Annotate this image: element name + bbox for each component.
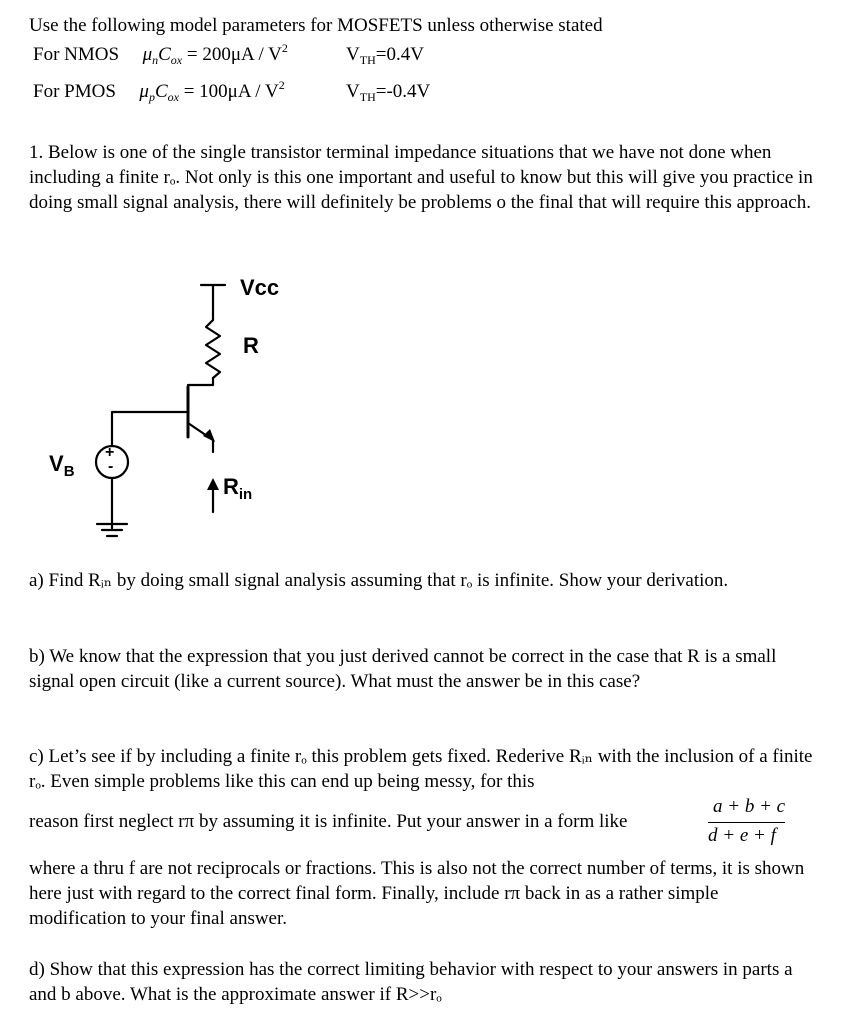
- nmos-label: For NMOS: [33, 44, 120, 65]
- part-b-text: b) We know that the expression that you just derived cannot be correct in the case that R is a small signal open circuit (like a current source). What must the answer be in this case?: [29, 646, 777, 692]
- nmos-vth-v: V: [346, 44, 360, 65]
- pmos-exp: 2: [278, 78, 285, 92]
- part-c-text-1: c) Let’s see if by including a finite rₒ this problem gets fixed. Rederive Rᵢₙ with the inclusion of a finite rₒ. Even simple problems like this can end up being messy, for this: [29, 746, 813, 792]
- pmos-c: C: [154, 81, 168, 102]
- nmos-mu-sub: n: [152, 53, 159, 67]
- pmos-mu: μ: [139, 81, 149, 102]
- nmos-vth-val: =0.4V: [375, 44, 424, 65]
- nmos-value: = 200μA / V: [186, 44, 282, 65]
- resistor-r: [206, 320, 220, 378]
- vb-main: V: [49, 451, 64, 476]
- rin-main: R: [223, 474, 239, 499]
- part-d-text: d) Show that this expression has the correct limiting behavior with respect to your answers in parts a and b above. What is the approximate answer if R>>rₒ: [29, 959, 793, 1005]
- source-minus-sign: -: [108, 458, 114, 475]
- fraction-numerator: a + b + c: [713, 796, 786, 817]
- source-plus-sign: +: [105, 444, 115, 461]
- rin-sub: in: [238, 486, 253, 503]
- fraction-denominator: d + e + f: [708, 825, 776, 846]
- problem-1-text: 1. Below is one of the single transistor terminal impedance situations that we have not done when including a finite rₒ. Not only is this one important and useful to know but this will give you practice in doing small signal analysis, there will definitely be problems o the final that will require this approach.: [29, 142, 813, 213]
- base-wire: [112, 412, 188, 446]
- fraction-bar: [708, 822, 785, 823]
- nmos-c: C: [158, 44, 171, 65]
- vcc-label: Vcc: [240, 275, 280, 300]
- nmos-c-sub: ox: [170, 53, 183, 67]
- pmos-vth-val: =-0.4V: [375, 81, 431, 102]
- rin-arrowhead: [207, 478, 219, 490]
- intro-text: Use the following model parameters for MOSFETS unless otherwise stated: [29, 15, 603, 36]
- vb-label: [49, 452, 75, 479]
- resistor-label: R: [243, 333, 259, 358]
- pmos-vth-v: V: [346, 81, 360, 102]
- part-c-text-2: reason first neglect rπ by assuming it is infinite. Put your answer in a form like: [29, 811, 628, 832]
- nmos-vth-sub: TH: [359, 53, 376, 67]
- pmos-c-sub: ox: [167, 90, 179, 104]
- nmos-mu: μ: [142, 44, 153, 65]
- part-a-text: a) Find Rᵢₙ by doing small signal analysis assuming that rₒ is infinite. Show your derivation.: [29, 570, 729, 591]
- pmos-mu-sub: p: [148, 90, 155, 104]
- pmos-vth-sub: TH: [359, 90, 376, 104]
- pmos-label: For PMOS: [33, 81, 116, 102]
- part-c-text-3: where a thru f are not reciprocals or fractions. This is also not the correct number of terms, it is shown here just with regard to the correct final form. Finally, include rπ back in as a rather simple modification to your final answer.: [29, 858, 805, 929]
- rin-label: [223, 475, 252, 502]
- vb-sub: B: [63, 463, 75, 480]
- pmos-value: = 100μA / V: [183, 81, 279, 102]
- emitter-arrowhead: [203, 429, 215, 442]
- collector-wire: [188, 378, 213, 405]
- nmos-exp: 2: [281, 41, 288, 55]
